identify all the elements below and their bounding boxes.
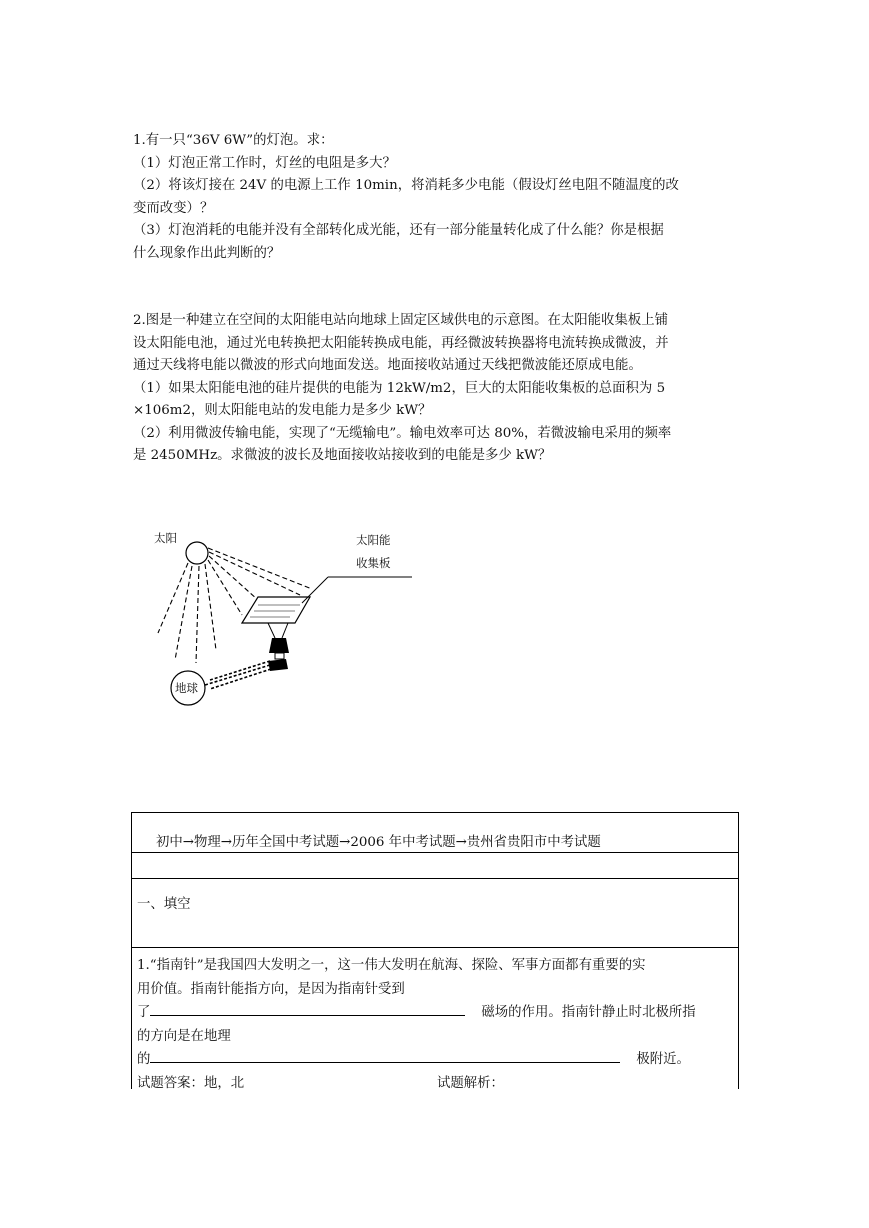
answer-text: 试题答案：地，北 [137, 1075, 245, 1091]
sun-circle [186, 542, 208, 564]
fill-question [132, 948, 738, 1095]
fill-question-line-3-end: 磁场的作用。指南针静止时北极所指 [481, 1005, 696, 1020]
fill-question-line-1: 1.“指南针”是我国四大发明之一，这一伟大发明在航海、探险、军事方面都有重要的实 [137, 958, 646, 973]
empty-row [132, 853, 738, 879]
question-2-part-1a: （1）如果太阳能电池的硅片提供的电能为 12kW/m2，巨大的太阳能收集板的总面积为 5 [133, 380, 666, 396]
panel-mast-left [268, 623, 275, 638]
question-2-part-2a: （2）利用微波传输电能，实现了“无缆输电”。输电效率可达 80%，若微波输电采用的频率 [133, 425, 672, 441]
converter-body [269, 638, 289, 653]
panel-label-2: 收集板 [356, 556, 391, 570]
question-1-part-3b: 什么现象作出此判断的？ [133, 245, 281, 261]
solar-station-diagram [150, 525, 430, 710]
panel-leader-line [302, 577, 328, 603]
fill-question-line-5-start: 的 [137, 1052, 151, 1067]
question-2 [133, 310, 738, 468]
answer-blank-1[interactable] [150, 1005, 465, 1016]
earth-label: 地球 [175, 681, 198, 695]
question-1-part-2b: 变而改变）？ [133, 200, 214, 216]
question-2-part-2b: 是 2450MHz。求微波的波长及地面接收站接收到的电能是多少 kW？ [133, 448, 552, 463]
panel-label-1: 太阳能 [356, 533, 391, 547]
breadcrumb: 初中→物理→历年全国中考试题→2006 年中考试题→贵州省贵阳市中考试题 [156, 835, 601, 850]
section-row [132, 879, 738, 948]
fill-question-line-5-end: 极附近。 [636, 1052, 690, 1067]
breadcrumb-row [132, 813, 738, 853]
section-title: 一、填空 [137, 897, 191, 912]
microwave-beam [205, 661, 271, 689]
fill-question-line-3 [137, 1001, 733, 1025]
question-row [132, 948, 738, 1095]
fill-question-line-4: 的方向是在地理 [137, 1028, 231, 1044]
panel-mast-right [282, 623, 288, 638]
question-1 [133, 130, 738, 265]
fill-question-line-3-start: 了 [137, 1005, 151, 1020]
question-1-part-2a: （2）将该灯接在 24V 的电源上工作 10min，将消耗多少电能（假设灯丝电阻不随温度的改 [133, 178, 679, 193]
answer-line [137, 1072, 733, 1096]
analysis-text: 试题解析： [437, 1075, 504, 1091]
question-2-line-3: 通过天线将电能以微波的形式向地面发送。地面接收站通过天线把微波能还原成电能。 [133, 358, 642, 373]
antenna-mount [275, 653, 284, 659]
question-1-title: 1.有一只“36V 6W”的灯泡。求： [133, 133, 334, 148]
question-2-part-1b: ×106m2，则太阳能电站的发电能力是多少 kW？ [133, 403, 432, 418]
question-1-part-1: （1）灯泡正常工作时，灯丝的电阻是多大？ [133, 155, 396, 171]
question-1-part-3a: （3）灯泡消耗的电能并没有全部转化成光能，还有一部分能量转化成了什么能？你是根据 [133, 223, 664, 238]
answer-blank-2[interactable] [150, 1052, 620, 1063]
exam-table [131, 812, 739, 1089]
question-2-line-2: 设太阳能电池，通过光电转换把太阳能转换成电能，再经微波转换器将电流转换成微波，并 [133, 335, 669, 351]
fill-question-line-5 [137, 1048, 733, 1072]
fill-question-line-2: 用价值。指南针能指方向，是因为指南针受到 [137, 981, 405, 997]
collector-panel [242, 597, 310, 623]
question-2-line-1: 2.图是一种建立在空间的太阳能电站向地球上固定区域供电的示意图。在太阳能收集板上铺 [133, 313, 669, 328]
sun-label: 太阳 [154, 531, 177, 545]
